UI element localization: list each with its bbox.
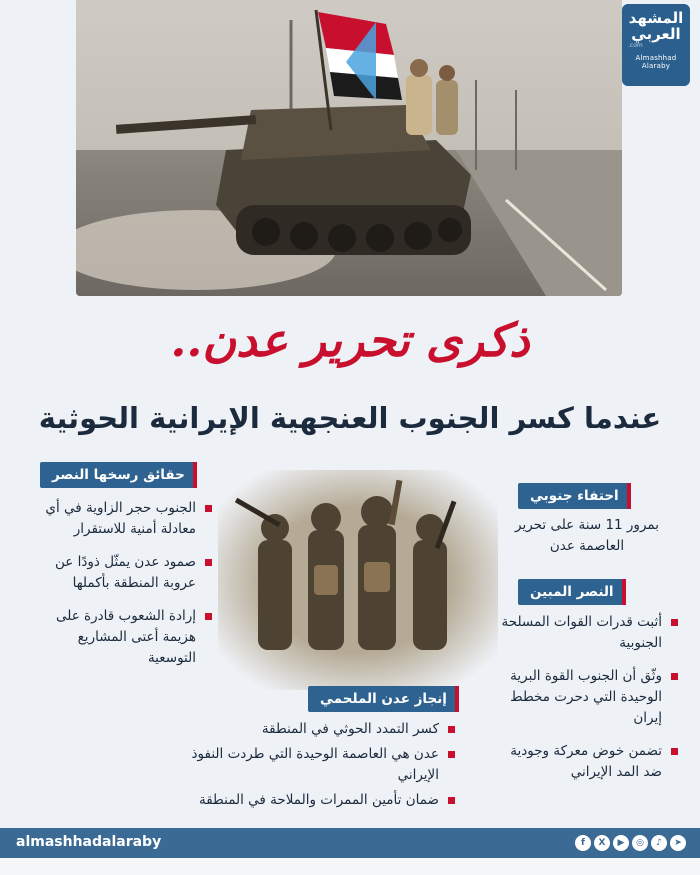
list-item: صمود عدن يمثّل ذودًا عن عروبة المنطقة بأكملها: [40, 552, 212, 594]
x-icon[interactable]: X: [594, 835, 610, 851]
bullet-icon: [671, 673, 678, 680]
logo-latin: Almashhad Alaraby: [635, 54, 677, 70]
bullet-icon: [671, 619, 678, 626]
logo-line-1: المشهد: [628, 9, 684, 27]
bullet-icon: [205, 613, 212, 620]
facts-list: [40, 498, 212, 681]
list-item: تضمن خوض معركة وجودية ضد المد الإيراني: [500, 741, 678, 783]
bullet-icon: [448, 726, 455, 733]
label-epic: إنجاز عدن الملحمي: [308, 686, 459, 712]
label-facts: حقائق رسخها النصر: [40, 462, 197, 488]
bottom-strip: [0, 858, 700, 875]
list-item: وثّق أن الجنوب القوة البرية الوحيدة التي دحرت مخطط إيران: [500, 666, 678, 729]
victory-list: [500, 612, 678, 795]
telegram-icon[interactable]: ➤: [670, 835, 686, 851]
bullet-icon: [448, 797, 455, 804]
youtube-icon[interactable]: ▶: [613, 835, 629, 851]
bullet-icon: [448, 751, 455, 758]
list-item: أثبت قدرات القوات المسلحة الجنوبية: [500, 612, 678, 654]
label-victory: النصر المبين: [518, 579, 626, 605]
sub-title: عندما كسر الجنوب العنجهية الإيرانية الحوثية: [38, 401, 662, 435]
main-title: ذكرى تحرير عدن..: [170, 313, 530, 367]
epic-list: [150, 719, 455, 815]
list-item: الجنوب حجر الزاوية في أي معادلة أمنية للاستقرار: [40, 498, 212, 540]
tiktok-icon[interactable]: ♪: [651, 835, 667, 851]
logo-line-2: العربي: [631, 25, 681, 43]
list-item: ضمان تأمين الممرات والملاحة في المنطقة: [150, 790, 455, 811]
list-item: إرادة الشعوب قادرة على هزيمة أعتى المشاريع التوسعية: [40, 606, 212, 669]
social-icons: [575, 835, 686, 851]
bullet-icon: [671, 748, 678, 755]
hero-photo: [76, 0, 622, 296]
bullet-icon: [205, 505, 212, 512]
label-celebration: احتفاء جنوبي: [518, 483, 631, 509]
footer-bar: [0, 828, 700, 858]
celebration-text: بمرور 11 سنة على تحرير العاصمة عدن: [515, 517, 659, 554]
list-item: عدن هي العاصمة الوحيدة التي طردت النفوذ الإيراني: [150, 744, 455, 786]
facebook-icon[interactable]: f: [575, 835, 591, 851]
logo-dotcom: .com: [628, 42, 643, 49]
list-item: كسر التمدد الحوثي في المنطقة: [150, 719, 455, 740]
fighters-photo: [218, 470, 498, 690]
bullet-icon: [205, 559, 212, 566]
instagram-icon[interactable]: ◎: [632, 835, 648, 851]
footer-site[interactable]: almashhadalaraby: [16, 834, 162, 850]
brand-logo: [622, 4, 690, 86]
